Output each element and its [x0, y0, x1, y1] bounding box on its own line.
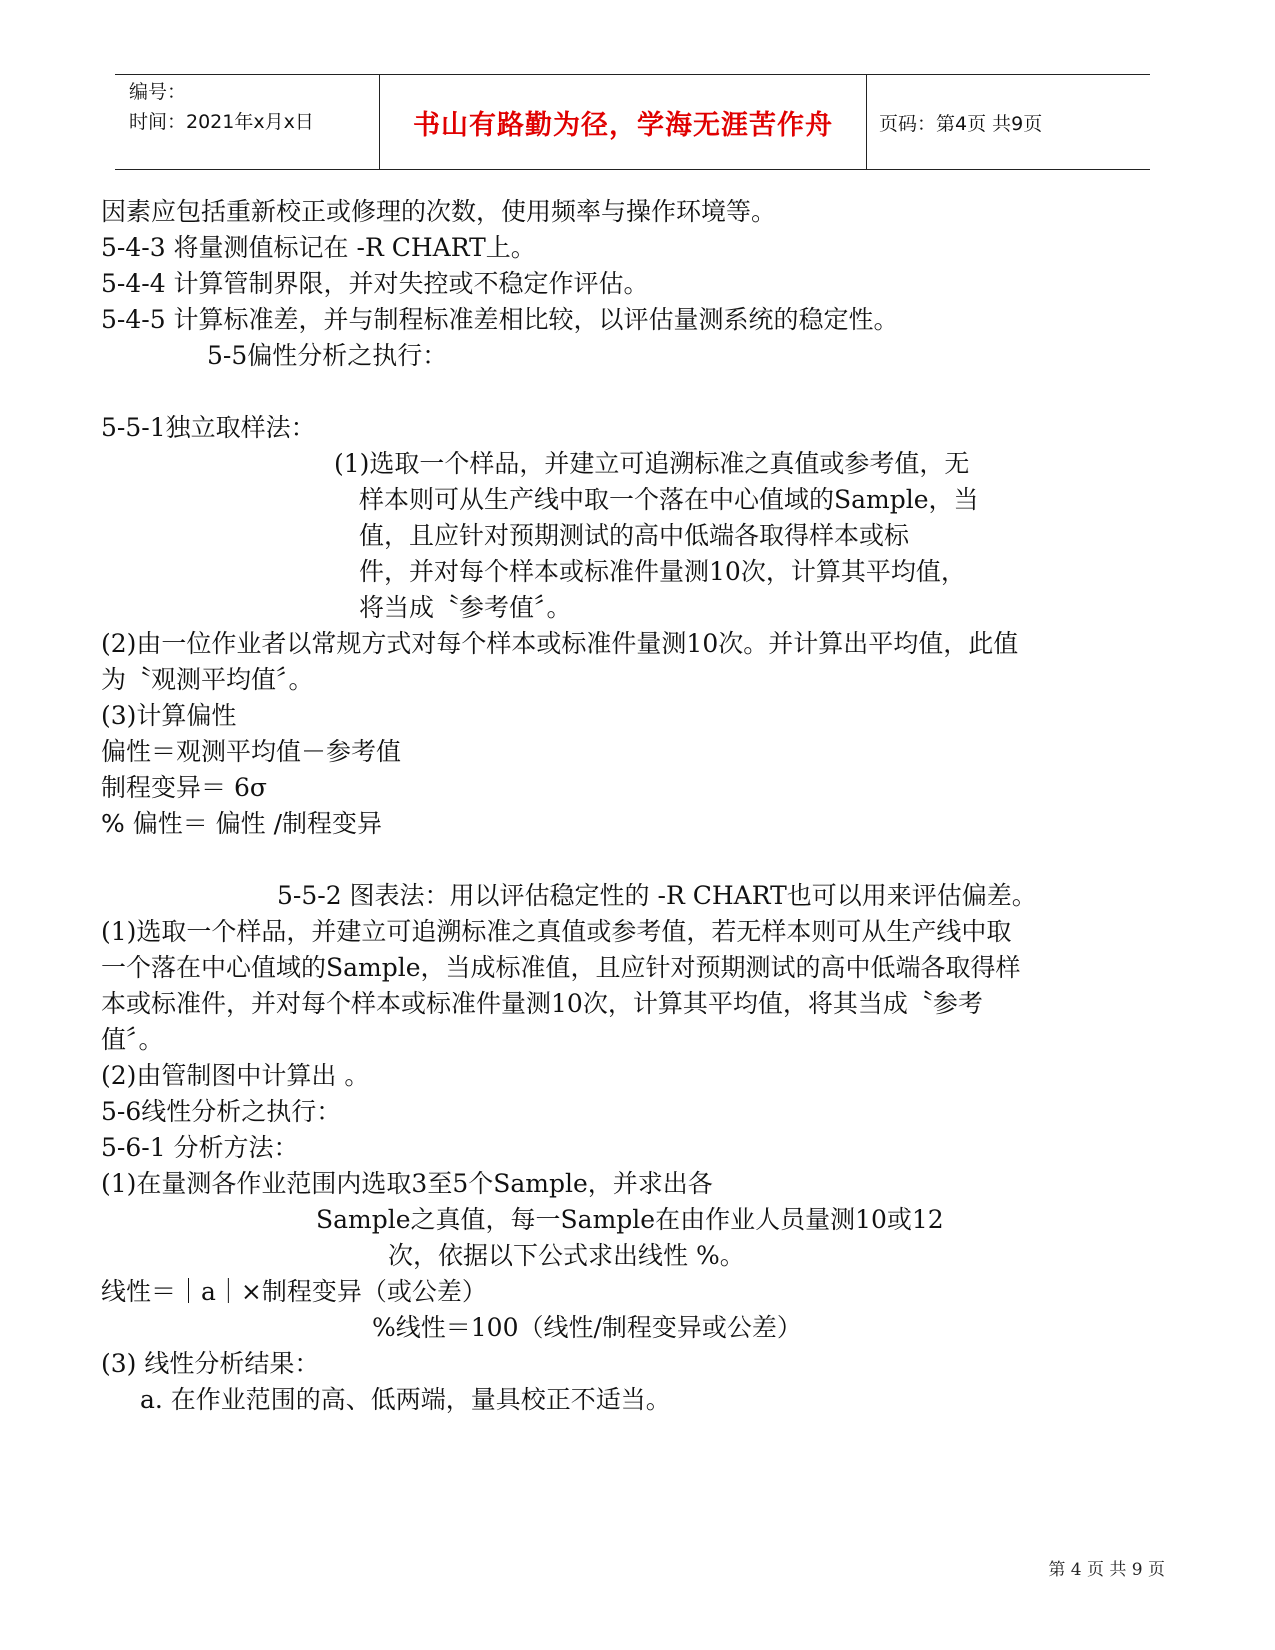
formula-line: 线性＝｜a｜×制程变异（或公差） — [101, 1277, 487, 1306]
section-heading: 5-5-2 图表法：用以评估稳定性的 -R CHART也可以用来评估偏差。 — [277, 881, 1037, 910]
text-line: 值，且应针对预期测试的高中低端各取得样本或标 — [359, 521, 910, 550]
text-line: 5-4-4 计算管制界限，并对失控或不稳定作评估。 — [101, 269, 649, 298]
formula-line: 制程变异＝ 6σ — [101, 773, 267, 802]
text-line: 因素应包括重新校正或修理的次数，使用频率与操作环境等。 — [101, 197, 777, 226]
section-heading: 5-6线性分析之执行： — [101, 1097, 342, 1126]
text-line: (3)计算偏性 — [101, 701, 237, 730]
text-line: (3) 线性分析结果： — [101, 1349, 320, 1378]
header-motto: 书山有路勤为径，学海无涯苦作舟 — [379, 75, 867, 169]
text-line: (1)选取一个样品，并建立可追溯标准之真值或参考值，若无样本则可从生产线中取 — [101, 917, 1012, 946]
header-page-label: 页码：第4页 共9页 — [879, 112, 1043, 135]
text-line: 样本则可从生产线中取一个落在中心值域的Sample，当 — [359, 485, 979, 514]
page-header — [115, 74, 1150, 170]
text-line: (2)由管制图中计算出 。 — [101, 1061, 370, 1090]
text-line: 本或标准件，并对每个样本或标准件量测10次，计算其平均值，将其当成〝参考 — [101, 989, 983, 1018]
section-heading: 5-5-1独立取样法： — [101, 413, 316, 442]
text-line: 将当成〝参考值〞。 — [359, 593, 572, 622]
text-line: 5-4-5 计算标准差，并与制程标准差相比较，以评估量测系统的稳定性。 — [101, 305, 899, 334]
doc-time-label: 时间：2021年x月x日 — [129, 111, 314, 133]
doc-number-label: 编号： — [129, 81, 187, 103]
header-meta — [115, 75, 379, 169]
page-footer: 第 4 页 共 9 页 — [1048, 1560, 1165, 1580]
text-line: (2)由一位作业者以常规方式对每个样本或标准件量测10次。并计算出平均值，此值 — [101, 629, 1019, 658]
text-line: a. 在作业范围的高、低两端，量具校正不适当。 — [140, 1385, 671, 1414]
formula-line: % 偏性＝ 偏性 /制程变异 — [101, 809, 383, 838]
text-line: 为〝观测平均值〞。 — [101, 665, 314, 694]
text-line: 一个落在中心值域的Sample，当成标准值，且应针对预期测试的高中低端各取得样 — [101, 953, 1021, 982]
text-line: 值〞。 — [101, 1025, 164, 1054]
formula-line: 偏性＝观测平均值－参考值 — [101, 737, 402, 766]
section-heading: 5-6-1 分析方法： — [101, 1133, 299, 1162]
text-line: 次，依据以下公式求出线性 %。 — [388, 1241, 745, 1270]
text-line: Sample之真值，每一Sample在由作业人员量测10或12 — [316, 1205, 944, 1234]
text-line: 5-4-3 将量测值标记在 -R CHART上。 — [101, 233, 536, 262]
formula-line: %线性＝100（线性/制程变异或公差） — [372, 1313, 802, 1342]
text-line: (1)在量测各作业范围内选取3至5个Sample，并求出各 — [101, 1169, 713, 1198]
section-heading: 5-5偏性分析之执行： — [207, 341, 448, 370]
text-line: (1)选取一个样品，并建立可追溯标准之真值或参考值，无 — [334, 449, 970, 478]
text-line: 件，并对每个样本或标准件量测10次，计算其平均值， — [359, 557, 966, 586]
